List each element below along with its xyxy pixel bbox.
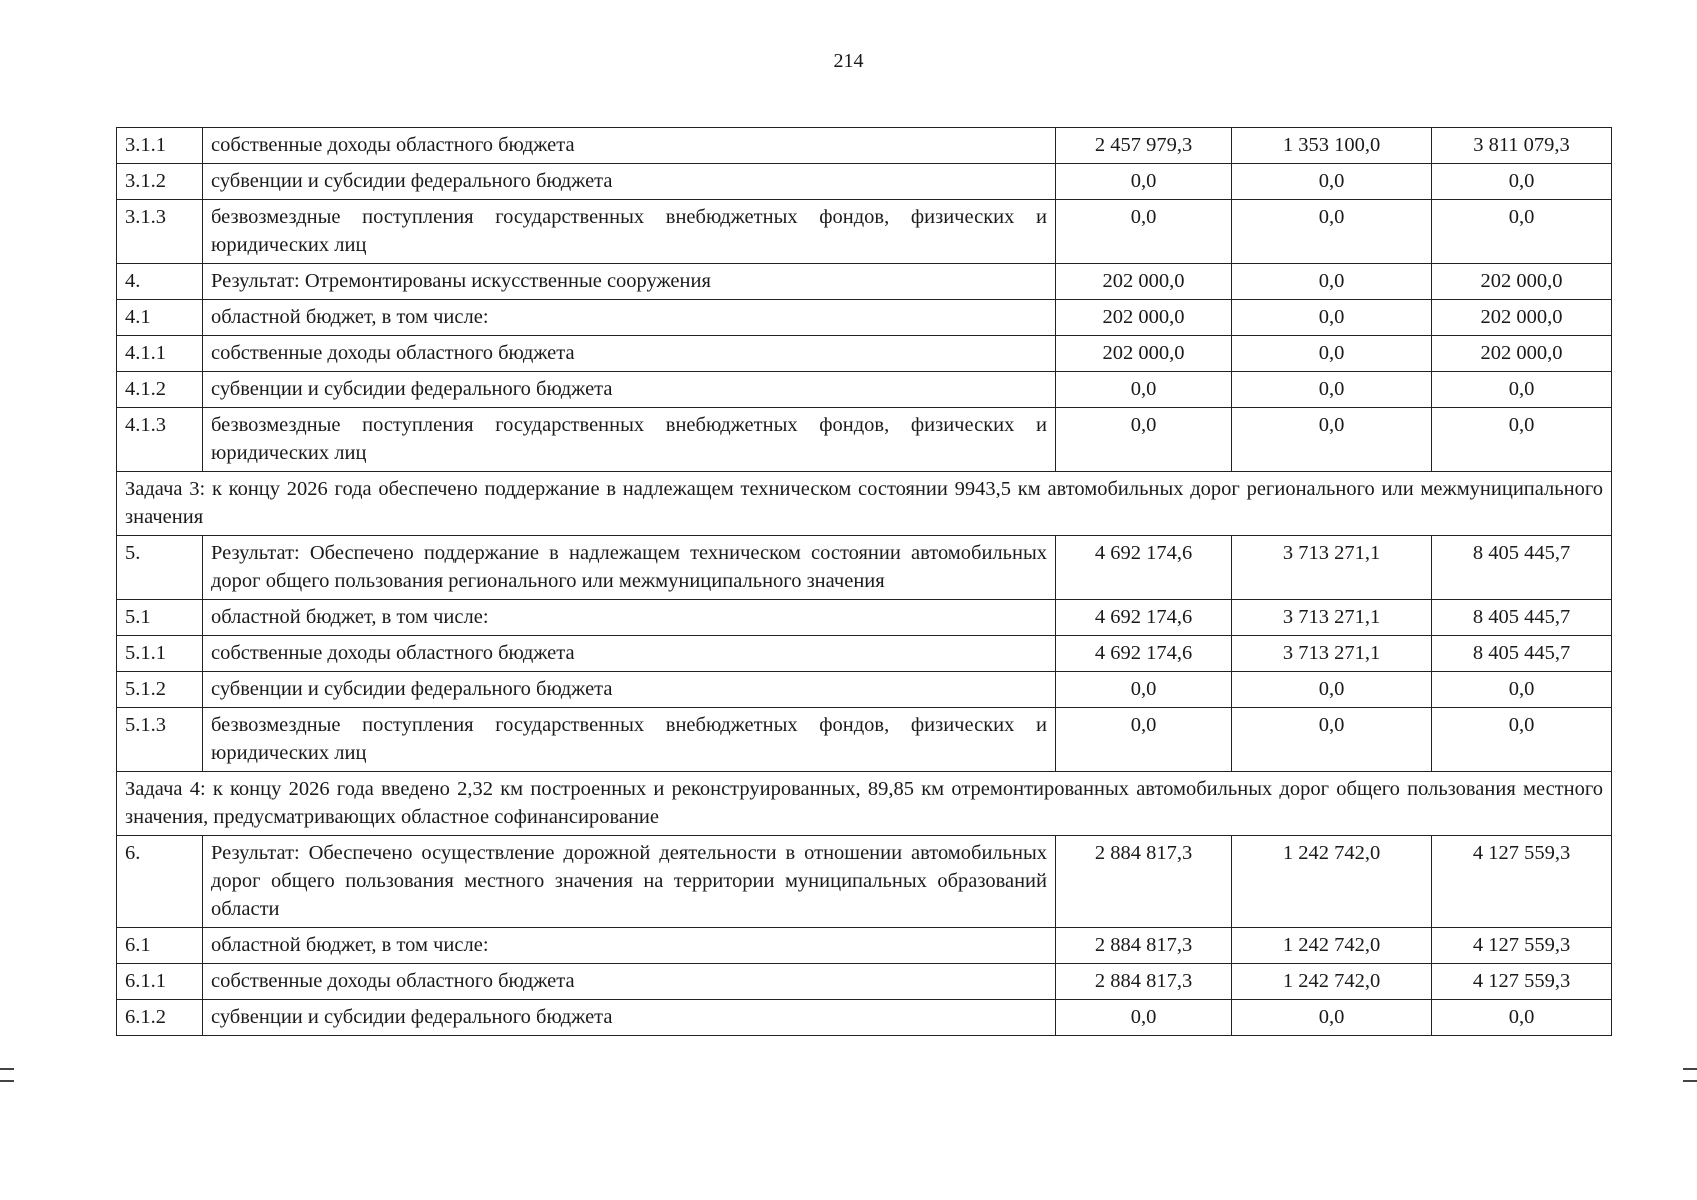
table-row [117, 928, 1612, 964]
value-col-1: 0,0 [1056, 200, 1232, 264]
value-col-2: 0,0 [1232, 672, 1432, 708]
table-row [117, 128, 1612, 164]
row-code: 6.1.2 [117, 1000, 203, 1036]
budget-table [116, 127, 1612, 1036]
row-code: 5.1 [117, 600, 203, 636]
table-row [117, 1000, 1612, 1036]
table-row [117, 636, 1612, 672]
value-col-2: 1 242 742,0 [1232, 836, 1432, 928]
value-col-3: 4 127 559,3 [1432, 964, 1612, 1000]
task-row [117, 772, 1612, 836]
value-col-1: 4 692 174,6 [1056, 536, 1232, 600]
value-col-2: 1 242 742,0 [1232, 928, 1432, 964]
page-number: 214 [833, 50, 864, 72]
value-col-1: 202 000,0 [1056, 300, 1232, 336]
row-description: собственные доходы областного бюджета [203, 336, 1056, 372]
row-code: 6.1 [117, 928, 203, 964]
value-col-3: 0,0 [1432, 200, 1612, 264]
value-col-3: 0,0 [1432, 164, 1612, 200]
value-col-3: 8 405 445,7 [1432, 600, 1612, 636]
left-edge-mark-bottom [0, 1080, 14, 1082]
row-description: безвозмездные поступления государственных внебюджетных фондов, физических и юридических лиц [203, 200, 1056, 264]
row-description: областной бюджет, в том числе: [203, 928, 1056, 964]
row-description: областной бюджет, в том числе: [203, 600, 1056, 636]
value-col-3: 202 000,0 [1432, 336, 1612, 372]
value-col-2: 0,0 [1232, 372, 1432, 408]
table-row [117, 600, 1612, 636]
budget-table-body [117, 128, 1612, 1036]
value-col-3: 202 000,0 [1432, 300, 1612, 336]
value-col-2: 0,0 [1232, 200, 1432, 264]
value-col-2: 0,0 [1232, 708, 1432, 772]
value-col-2: 0,0 [1232, 336, 1432, 372]
table-row [117, 336, 1612, 372]
value-col-1: 4 692 174,6 [1056, 600, 1232, 636]
table-row [117, 536, 1612, 600]
row-code: 6.1.1 [117, 964, 203, 1000]
row-description: собственные доходы областного бюджета [203, 128, 1056, 164]
row-code: 5.1.2 [117, 672, 203, 708]
row-code: 3.1.2 [117, 164, 203, 200]
value-col-2: 0,0 [1232, 164, 1432, 200]
table-row [117, 964, 1612, 1000]
value-col-1: 0,0 [1056, 372, 1232, 408]
row-description: областной бюджет, в том числе: [203, 300, 1056, 336]
row-code: 6. [117, 836, 203, 928]
row-description: безвозмездные поступления государственных внебюджетных фондов, физических и юридических лиц [203, 708, 1056, 772]
value-col-1: 2 884 817,3 [1056, 964, 1232, 1000]
row-description: субвенции и субсидии федерального бюджета [203, 1000, 1056, 1036]
value-col-1: 0,0 [1056, 708, 1232, 772]
row-code: 4.1.2 [117, 372, 203, 408]
value-col-3: 0,0 [1432, 1000, 1612, 1036]
value-col-3: 3 811 079,3 [1432, 128, 1612, 164]
row-description: собственные доходы областного бюджета [203, 636, 1056, 672]
table-row [117, 264, 1612, 300]
row-description: Результат: Обеспечено осуществление дорожной деятельности в отношении автомобильных дорог общего пользования местного значения на территории муниципальных образований области [203, 836, 1056, 928]
row-code: 5.1.3 [117, 708, 203, 772]
value-col-3: 8 405 445,7 [1432, 636, 1612, 672]
row-code: 5. [117, 536, 203, 600]
table-row [117, 372, 1612, 408]
value-col-1: 0,0 [1056, 408, 1232, 472]
value-col-1: 2 884 817,3 [1056, 928, 1232, 964]
value-col-3: 0,0 [1432, 372, 1612, 408]
row-code: 4.1 [117, 300, 203, 336]
value-col-2: 0,0 [1232, 300, 1432, 336]
value-col-1: 2 884 817,3 [1056, 836, 1232, 928]
task-description: Задача 3: к концу 2026 года обеспечено поддержание в надлежащем техническом состоянии 9943,5 км автомобильных дорог регионального или межмуниципального значения [117, 472, 1612, 536]
value-col-2: 0,0 [1232, 264, 1432, 300]
right-edge-mark-bottom [1683, 1080, 1697, 1082]
row-description: собственные доходы областного бюджета [203, 964, 1056, 1000]
value-col-1: 202 000,0 [1056, 264, 1232, 300]
value-col-2: 0,0 [1232, 408, 1432, 472]
value-col-1: 4 692 174,6 [1056, 636, 1232, 672]
row-description: Результат: Отремонтированы искусственные сооружения [203, 264, 1056, 300]
task-row [117, 472, 1612, 536]
task-description: Задача 4: к концу 2026 года введено 2,32 км построенных и реконструированных, 89,85 км отремонтированных автомобильных дорог общего пользования местного значения, предусматривающих областное софинансирование [117, 772, 1612, 836]
row-code: 4.1.3 [117, 408, 203, 472]
row-code: 3.1.3 [117, 200, 203, 264]
table-row [117, 708, 1612, 772]
right-edge-mark-top [1683, 1068, 1697, 1070]
row-description: субвенции и субсидии федерального бюджета [203, 164, 1056, 200]
value-col-2: 1 353 100,0 [1232, 128, 1432, 164]
row-description: субвенции и субсидии федерального бюджета [203, 372, 1056, 408]
value-col-3: 8 405 445,7 [1432, 536, 1612, 600]
left-edge-mark-top [0, 1068, 14, 1070]
value-col-2: 0,0 [1232, 1000, 1432, 1036]
value-col-2: 1 242 742,0 [1232, 964, 1432, 1000]
value-col-1: 202 000,0 [1056, 336, 1232, 372]
value-col-1: 0,0 [1056, 1000, 1232, 1036]
row-code: 3.1.1 [117, 128, 203, 164]
row-description: Результат: Обеспечено поддержание в надлежащем техническом состоянии автомобильных дорог общего пользования регионального или межмуниципального значения [203, 536, 1056, 600]
table-row [117, 164, 1612, 200]
value-col-2: 3 713 271,1 [1232, 536, 1432, 600]
value-col-2: 3 713 271,1 [1232, 600, 1432, 636]
table-row [117, 836, 1612, 928]
value-col-3: 0,0 [1432, 408, 1612, 472]
row-code: 4. [117, 264, 203, 300]
table-row [117, 200, 1612, 264]
value-col-3: 202 000,0 [1432, 264, 1612, 300]
value-col-3: 4 127 559,3 [1432, 836, 1612, 928]
value-col-1: 0,0 [1056, 164, 1232, 200]
value-col-3: 0,0 [1432, 708, 1612, 772]
value-col-2: 3 713 271,1 [1232, 636, 1432, 672]
table-row [117, 408, 1612, 472]
value-col-3: 4 127 559,3 [1432, 928, 1612, 964]
row-code: 4.1.1 [117, 336, 203, 372]
value-col-3: 0,0 [1432, 672, 1612, 708]
row-description: безвозмездные поступления государственных внебюджетных фондов, физических и юридических лиц [203, 408, 1056, 472]
value-col-1: 2 457 979,3 [1056, 128, 1232, 164]
value-col-1: 0,0 [1056, 672, 1232, 708]
table-row [117, 300, 1612, 336]
row-description: субвенции и субсидии федерального бюджета [203, 672, 1056, 708]
row-code: 5.1.1 [117, 636, 203, 672]
table-row [117, 672, 1612, 708]
